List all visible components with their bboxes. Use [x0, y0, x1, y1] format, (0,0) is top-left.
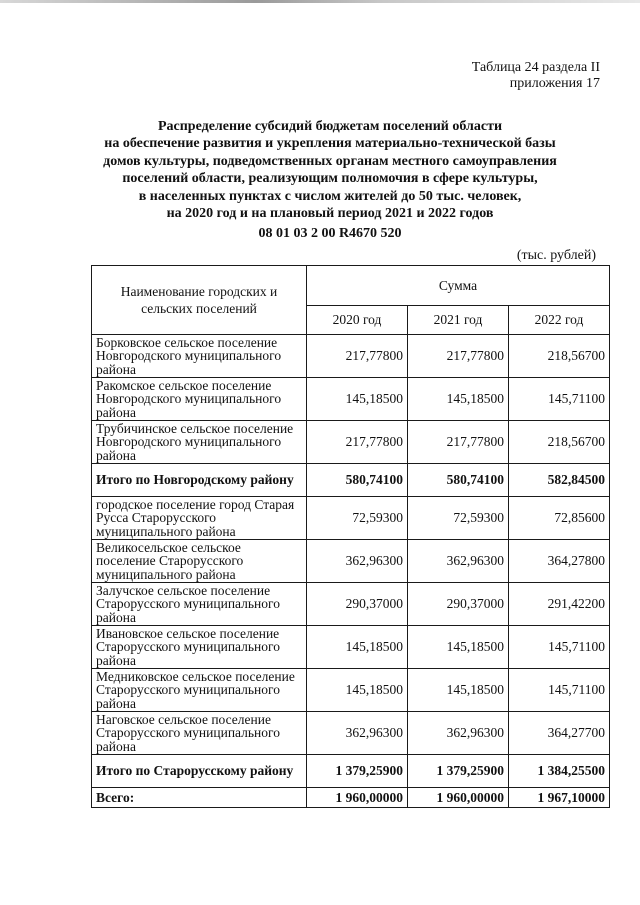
amount-2022: 1 384,25500	[509, 755, 610, 788]
amount-2022: 291,42200	[509, 583, 610, 626]
amount-2022: 145,71100	[509, 626, 610, 669]
subtotal-label: Итого по Новгородскому району	[92, 464, 307, 497]
settlement-name: Медниковское сельское поселение Старорусского муниципального района	[92, 669, 307, 712]
amount-2020: 290,37000	[307, 583, 408, 626]
amount-2021: 290,37000	[408, 583, 509, 626]
reference-appendix: приложения 17	[509, 76, 600, 91]
title-line: Распределение субсидий бюджетам поселений области	[157, 119, 503, 134]
document-reference	[472, 60, 600, 92]
table-row	[92, 335, 610, 378]
amount-2020: 217,77800	[307, 335, 408, 378]
column-header-name: Наименование городских и сельских поселений	[92, 266, 307, 335]
amount-2021: 72,59300	[408, 497, 509, 540]
amount-2020: 362,96300	[307, 712, 408, 755]
table-row	[92, 712, 610, 755]
table-row	[92, 421, 610, 464]
reference-table-number: Таблица 24 раздела II	[471, 60, 600, 75]
table-row	[92, 669, 610, 712]
amount-2022: 364,27800	[509, 540, 610, 583]
amount-2021: 217,77800	[408, 335, 509, 378]
amount-2020: 145,18500	[307, 669, 408, 712]
settlement-name: Ивановское сельское поселение Старорусского муниципального района	[92, 626, 307, 669]
column-header-sum: Сумма	[307, 266, 610, 306]
amount-2020: 1 960,00000	[307, 788, 408, 808]
amount-2021: 145,18500	[408, 626, 509, 669]
amount-2022: 145,71100	[509, 378, 610, 421]
scan-edge-line	[0, 0, 640, 3]
title-line: домов культуры, подведомственных органам местного самоуправления	[103, 153, 557, 169]
amount-2020: 145,18500	[307, 378, 408, 421]
settlement-name: городское поселение город Старая Русса Старорусского муниципального района	[92, 497, 307, 540]
amount-2021: 1 960,00000	[408, 788, 509, 808]
amount-2021: 580,74100	[408, 464, 509, 497]
amount-2022: 145,71100	[509, 669, 610, 712]
table-row	[92, 626, 610, 669]
column-header-2021: 2021 год	[408, 306, 509, 335]
amount-2020: 72,59300	[307, 497, 408, 540]
budget-classification-code: 08 01 03 2 00 R4670 520	[258, 226, 402, 241]
title-line: поселений области, реализующим полномочия в сфере культуры,	[122, 171, 538, 187]
table-row-subtotal	[92, 755, 610, 788]
amount-2021: 145,18500	[408, 378, 509, 421]
amount-2022: 218,56700	[509, 421, 610, 464]
grand-total-label: Всего:	[92, 788, 307, 808]
amount-2020: 145,18500	[307, 626, 408, 669]
subsidy-table	[91, 265, 610, 808]
subtotal-label: Итого по Старорусскому району	[92, 755, 307, 788]
amount-2022: 1 967,10000	[509, 788, 610, 808]
table-row-grand-total	[92, 788, 610, 808]
amount-2020: 217,77800	[307, 421, 408, 464]
table-row	[92, 540, 610, 583]
amount-2022: 364,27700	[509, 712, 610, 755]
title-line: в населенных пунктах с числом жителей до 50 тыс. человек,	[138, 188, 522, 204]
table-row	[92, 378, 610, 421]
column-header-2022: 2022 год	[509, 306, 610, 335]
amount-2021: 1 379,25900	[408, 755, 509, 788]
amount-2020: 362,96300	[307, 540, 408, 583]
amount-2022: 72,85600	[509, 497, 610, 540]
amount-2022: 582,84500	[509, 464, 610, 497]
units-label: (тыс. рублей)	[516, 248, 596, 263]
amount-2020: 580,74100	[307, 464, 408, 497]
amount-2020: 1 379,25900	[307, 755, 408, 788]
table-row	[92, 583, 610, 626]
settlement-name: Залучское сельское поселение Старорусского муниципального района	[92, 583, 307, 626]
settlement-name: Борковское сельское поселение Новгородского муниципального района	[92, 335, 307, 378]
title-line: на обеспечение развития и укрепления материально-технической базы	[104, 136, 556, 152]
settlement-name: Трубичинское сельское поселение Новгородского муниципального района	[92, 421, 307, 464]
amount-2021: 362,96300	[408, 540, 509, 583]
amount-2022: 218,56700	[509, 335, 610, 378]
table-row-subtotal	[92, 464, 610, 497]
title-line: на 2020 год и на плановый период 2021 и 2022 годов	[166, 206, 494, 222]
amount-2021: 145,18500	[408, 669, 509, 712]
settlement-name: Великосельское сельское поселение Старорусского муниципального района	[92, 540, 307, 583]
settlement-name: Ракомское сельское поселение Новгородского муниципального района	[92, 378, 307, 421]
amount-2021: 362,96300	[408, 712, 509, 755]
table-row	[92, 497, 610, 540]
column-header-2020: 2020 год	[307, 306, 408, 335]
amount-2021: 217,77800	[408, 421, 509, 464]
settlement-name: Наговское сельское поселение Старорусского муниципального района	[92, 712, 307, 755]
document-title	[60, 118, 600, 222]
